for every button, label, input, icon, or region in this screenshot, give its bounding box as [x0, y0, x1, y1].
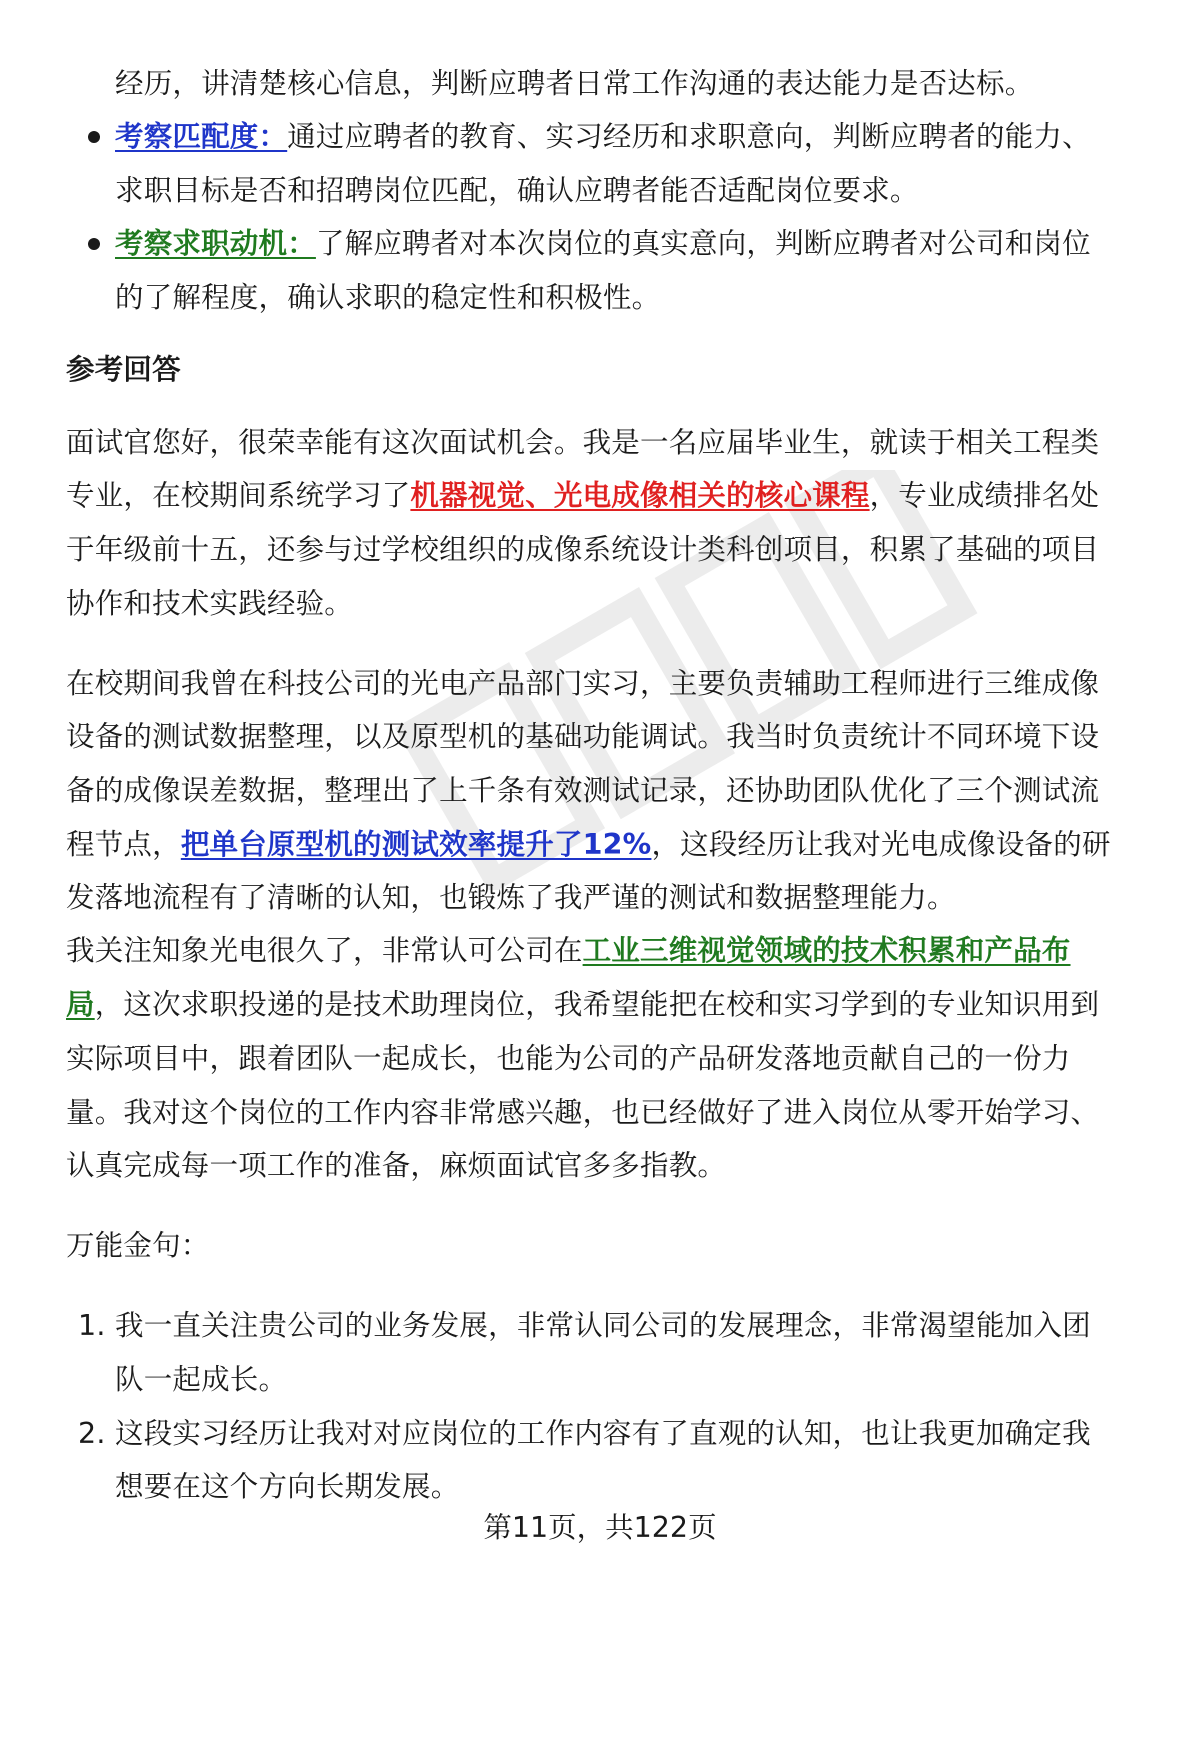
answer-paragraph-2-line: 发落地流程有了清晰的认知，也锻炼了我严谨的测试和数据整理能力。 — [66, 881, 956, 914]
highlight-core-courses: 机器视觉、光电成像相关的核心课程 — [410, 479, 870, 512]
bullet-icon — [88, 131, 100, 143]
criterion-motive-label: 考察求职动机： — [115, 227, 316, 260]
answer-paragraph-1-line — [66, 476, 1099, 516]
highlight-industry-end: 局 — [66, 988, 95, 1021]
criterion-motive — [115, 224, 1091, 264]
bullet-icon — [88, 238, 100, 250]
answer-paragraph-3-line: 量。我对这个岗位的工作内容非常感兴趣，也已经做好了进入岗位从零开始学习、 — [66, 1096, 1100, 1129]
answer-paragraph-3-line: 实际项目中，跟着团队一起成长，也能为公司的产品研发落地贡献自己的一份力 — [66, 1042, 1071, 1075]
text-segment: ，这段经历让我对光电成像设备的研 — [651, 828, 1111, 861]
highlight-industry: 工业三维视觉领域的技术积累和产品布 — [582, 934, 1071, 967]
answer-paragraph-3-line — [66, 985, 1099, 1025]
page-number-footer: 第11页，共122页 — [483, 1511, 717, 1544]
answer-paragraph-1-line: 于年级前十五，还参与过学校组织的成像系统设计类科创项目，积累了基础的项目 — [66, 533, 1100, 566]
golden-item-text: 这段实习经历让我对对应岗位的工作内容有了直观的认知，也让我更加确定我 — [115, 1417, 1091, 1450]
golden-item-number: 2. — [78, 1417, 106, 1450]
answer-paragraph-3-line — [66, 931, 1071, 971]
intro-tail-text: 经历，讲清楚核心信息，判断应聘者日常工作沟通的表达能力是否达标。 — [115, 67, 1034, 100]
criterion-match — [115, 117, 1091, 157]
golden-sentences-heading: 万能金句： — [66, 1229, 210, 1262]
golden-item-text: 我一直关注贵公司的业务发展，非常认同公司的发展理念，非常渴望能加入团 — [115, 1309, 1091, 1342]
text-segment: ，这次求职投递的是技术助理岗位，我希望能把在校和实习学到的专业知识用到 — [94, 988, 1100, 1021]
criterion-motive-text: 了解应聘者对本次岗位的真实意向，判断应聘者对公司和岗位 — [315, 227, 1091, 260]
golden-item-number: 1. — [78, 1309, 106, 1342]
answer-paragraph-2-line: 备的成像误差数据，整理出了上千条有效测试记录，还协助团队优化了三个测试流 — [66, 774, 1100, 807]
answer-paragraph-3-line: 认真完成每一项工作的准备，麻烦面试官多多指教。 — [66, 1149, 727, 1182]
text-segment: 我关注知象光电很久了，非常认可公司在 — [66, 934, 583, 967]
text-segment: 专业，在校期间系统学习了 — [66, 479, 411, 512]
criterion-match-line2: 求职目标是否和招聘岗位匹配，确认应聘者能否适配岗位要求。 — [115, 174, 919, 207]
answer-paragraph-2-line: 设备的测试数据整理，以及原型机的基础功能调试。我当时负责统计不同环境下设 — [66, 720, 1100, 753]
answer-paragraph-2-line — [66, 825, 1111, 865]
text-segment: ，专业成绩排名处 — [869, 479, 1100, 512]
answer-paragraph-1-line: 协作和技术实践经验。 — [66, 587, 354, 620]
golden-item-text: 队一起成长。 — [115, 1363, 288, 1396]
highlight-efficiency: 把单台原型机的测试效率提升了12% — [180, 828, 652, 861]
golden-item-text: 想要在这个方向长期发展。 — [115, 1470, 460, 1503]
answer-paragraph-1-line: 面试官您好，很荣幸能有这次面试机会。我是一名应届毕业生，就读于相关工程类 — [66, 426, 1100, 459]
criterion-motive-line2: 的了解程度，确认求职的稳定性和积极性。 — [115, 281, 661, 314]
criterion-match-label: 考察匹配度： — [115, 120, 288, 153]
answer-paragraph-2-line: 在校期间我曾在科技公司的光电产品部门实习，主要负责辅助工程师进行三维成像 — [66, 667, 1100, 700]
text-segment: 程节点， — [66, 828, 181, 861]
reference-answer-heading: 参考回答 — [66, 353, 181, 386]
criterion-match-text: 通过应聘者的教育、实习经历和求职意向，判断应聘者的能力、 — [287, 120, 1091, 153]
